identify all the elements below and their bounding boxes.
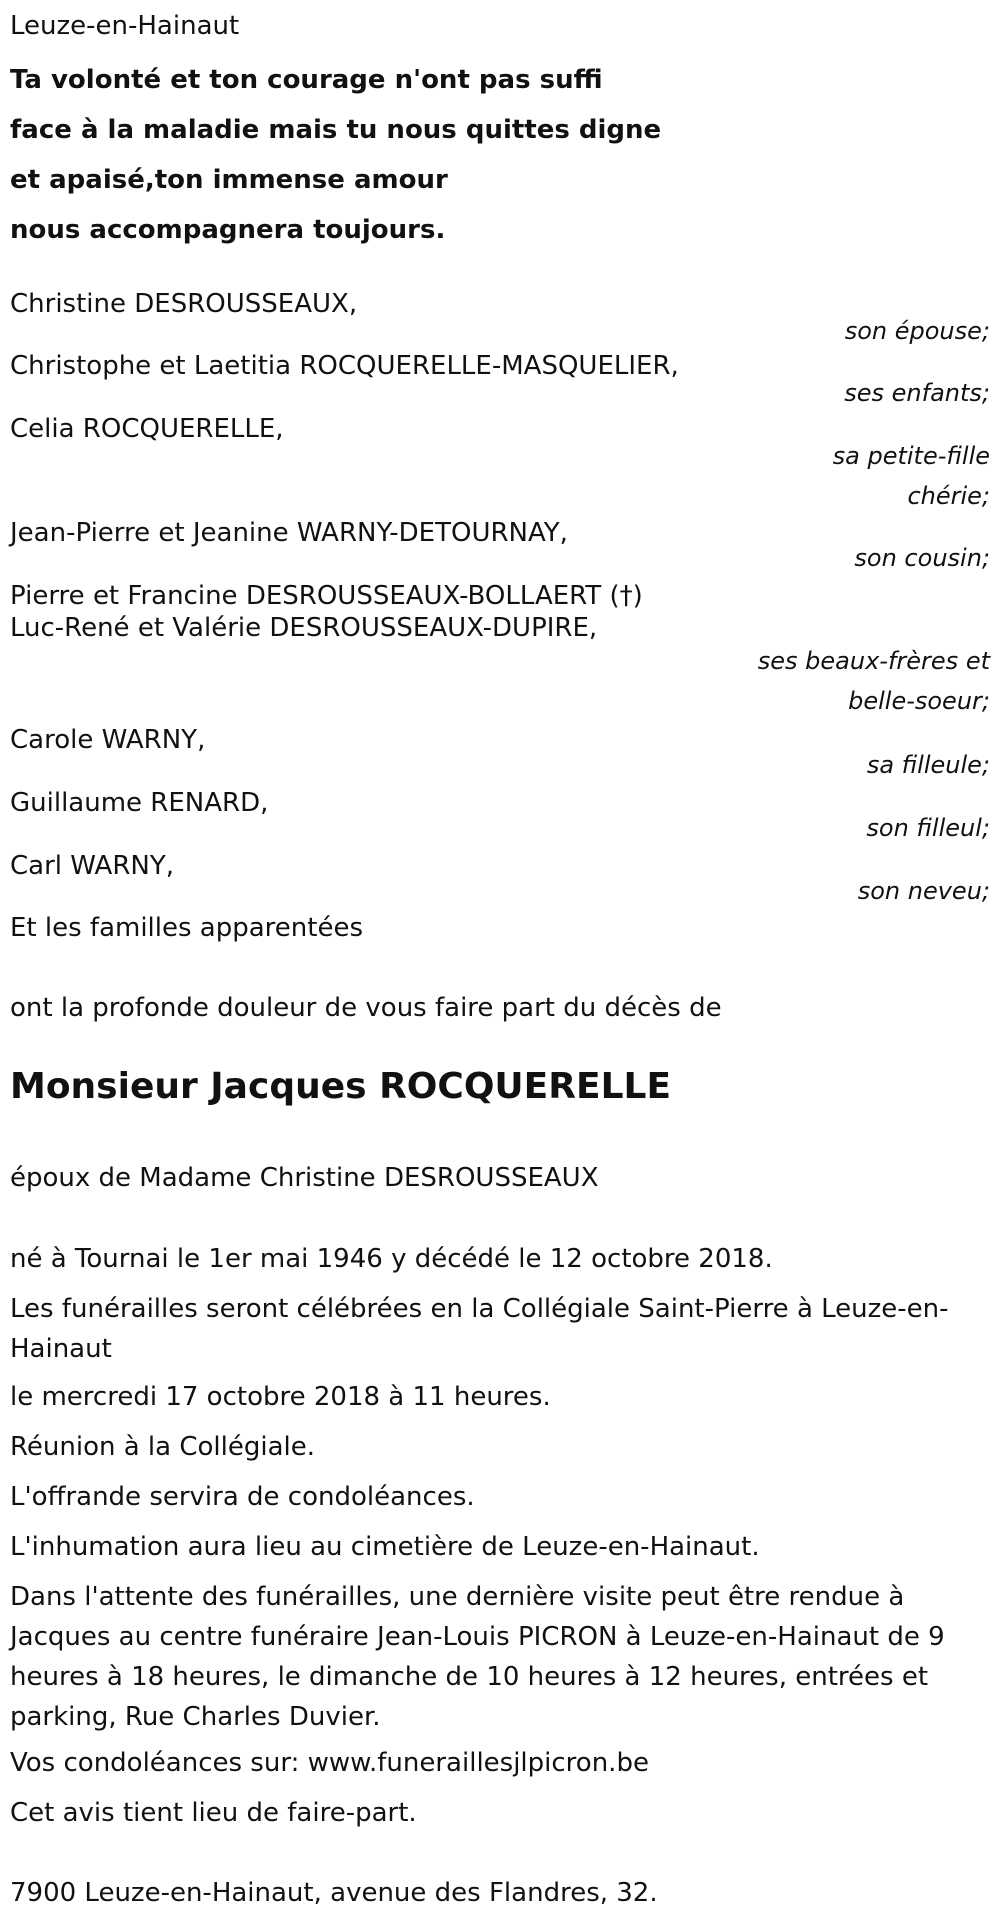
spouse-line: époux de Madame Christine DESROUSSEAUX — [10, 1163, 599, 1193]
relation-line: son neveu; — [857, 877, 990, 905]
relation-line: sa filleule; — [866, 751, 990, 779]
family-name: Christophe et Laetitia ROCQUERELLE-MASQUELIER, — [10, 351, 679, 381]
birth-death: né à Tournai le 1er mai 1946 y décédé le 12 octobre 2018. — [10, 1244, 773, 1274]
family-name: Jean-Pierre et Jeanine WARNY-DETOURNAY, — [10, 518, 568, 548]
family-name: Celia ROCQUERELLE, — [10, 414, 284, 444]
poem-line: face à la maladie mais tu nous quittes digne — [10, 115, 662, 145]
relation-line: sa petite-fille — [832, 442, 990, 470]
offering: L'offrande servira de condoléances. — [10, 1482, 475, 1512]
family-name: Carl WARNY, — [10, 851, 174, 881]
family-relation — [844, 373, 990, 413]
family-relation — [758, 641, 990, 721]
family-relation — [833, 436, 990, 516]
family-relation — [866, 808, 990, 848]
family-name-line: Luc-René et Valérie DESROUSSEAUX-DUPIRE, — [10, 613, 598, 643]
family-relation — [858, 871, 990, 911]
notice: Cet avis tient lieu de faire-part. — [10, 1798, 417, 1828]
poem-line: Ta volonté et ton courage n'ont pas suffi — [10, 65, 603, 95]
family-name: Carole WARNY, — [10, 725, 206, 755]
funeral-place: Les funérailles seront célébrées en la Collégiale Saint-Pierre à Leuze-en-Hainaut — [10, 1294, 949, 1364]
family-relation — [845, 311, 990, 351]
relation-line: ses enfants; — [844, 379, 990, 407]
family-name-line: Pierre et Francine DESROUSSEAUX-BOLLAERT (†) — [10, 581, 643, 611]
relation-line: son filleul; — [866, 814, 990, 842]
deceased-name: Monsieur Jacques ROCQUERELLE — [10, 1066, 672, 1107]
meeting: Réunion à la Collégiale. — [10, 1432, 315, 1462]
poem-line: nous accompagnera toujours. — [10, 215, 446, 245]
header-location: Leuze-en-Hainaut — [10, 11, 240, 41]
poem-line: et apaisé,ton immense amour — [10, 165, 448, 195]
related-families: Et les familles apparentées — [10, 913, 364, 943]
poem — [10, 55, 661, 255]
relation-line: belle-soeur; — [848, 687, 990, 715]
relation-line: ses beaux-frères et — [757, 647, 990, 675]
funeral-date: le mercredi 17 octobre 2018 à 11 heures. — [10, 1382, 551, 1412]
visit-info: Dans l'attente des funérailles, une dernière visite peut être rendue à Jacques au centre funéraire Jean-Louis PICRON à Leuze-en-Hainaut de 9 heures à 18 heures, le dimanche de 10 heures à 12 heures, entrées et parking, Rue Charles Duvier. — [10, 1582, 945, 1732]
relation-line: son cousin; — [854, 544, 990, 572]
family-name: Christine DESROUSSEAUX, — [10, 289, 358, 319]
burial: L'inhumation aura lieu au cimetière de Leuze-en-Hainaut. — [10, 1532, 760, 1562]
relation-line: son épouse; — [844, 317, 990, 345]
address: 7900 Leuze-en-Hainaut, avenue des Flandres, 32. — [10, 1878, 658, 1908]
condolences: Vos condoléances sur: www.funeraillesjlpicron.be — [10, 1748, 649, 1778]
relation-line: chérie; — [907, 482, 990, 510]
family-relation — [867, 745, 990, 785]
family-relation — [854, 538, 990, 578]
announcement-intro: ont la profonde douleur de vous faire part du décès de — [10, 993, 722, 1023]
family-name: Guillaume RENARD, — [10, 788, 269, 818]
family-name — [10, 580, 643, 644]
